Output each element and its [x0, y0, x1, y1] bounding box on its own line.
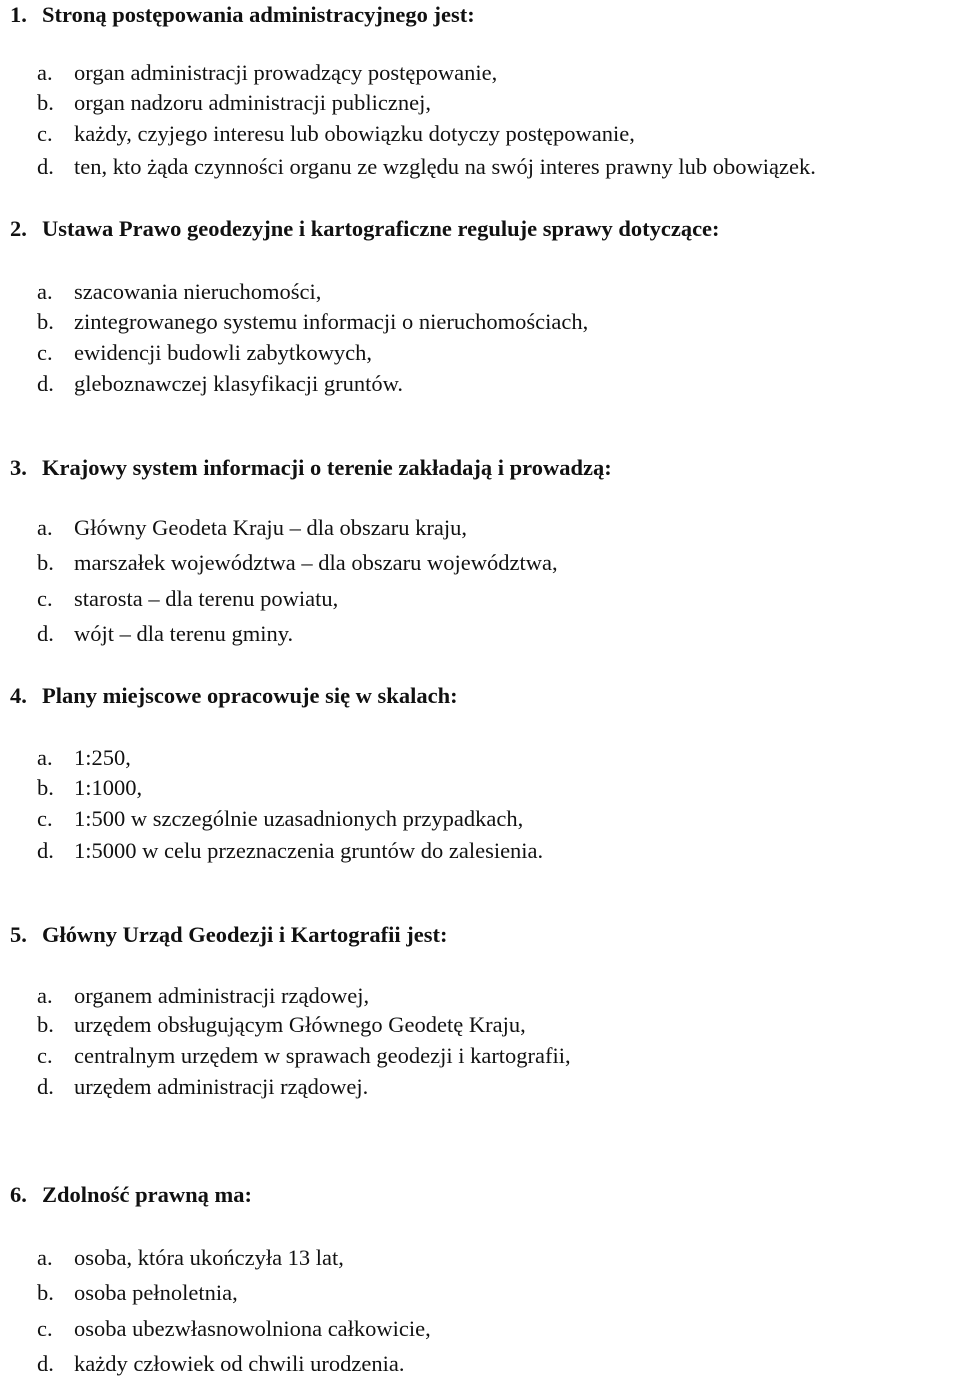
question-4-option-d	[37, 836, 543, 866]
option-letter: c.	[37, 1316, 53, 1341]
option-letter: c.	[37, 340, 53, 365]
option-text: wójt – dla terenu gminy.	[74, 621, 294, 646]
option-letter: c.	[37, 586, 53, 611]
question-text: Główny Urząd Geodezji i Kartografii jest:	[42, 922, 448, 947]
question-6-option-d	[37, 1349, 405, 1379]
option-text: osoba pełnoletnia,	[74, 1280, 238, 1305]
option-text: szacowania nieruchomości,	[74, 279, 322, 304]
option-letter: a.	[37, 60, 53, 85]
question-2-option-a	[37, 277, 321, 307]
question-number: 4.	[10, 683, 27, 708]
question-5-option-c	[37, 1041, 571, 1071]
option-letter: d.	[37, 1074, 54, 1099]
option-text: 1:500 w szczególnie uzasadnionych przypadkach,	[74, 806, 524, 831]
question-3-option-b	[37, 548, 558, 578]
question-3-option-a	[37, 513, 467, 543]
option-letter: c.	[37, 1043, 53, 1068]
question-1-option-a	[37, 58, 497, 88]
question-6-option-c	[37, 1314, 431, 1344]
question-6-option-a	[37, 1243, 344, 1273]
option-text: starosta – dla terenu powiatu,	[74, 586, 339, 611]
question-text: Plany miejscowe opracowuje się w skalach:	[42, 683, 458, 708]
question-number: 5.	[10, 922, 27, 947]
question-number: 1.	[10, 2, 27, 27]
option-letter: a.	[37, 745, 53, 770]
question-text: Stroną postępowania administracyjnego jest:	[42, 2, 475, 27]
option-letter: d.	[37, 838, 54, 863]
question-2-option-d	[37, 369, 403, 399]
option-letter: d.	[37, 154, 54, 179]
question-4-option-a	[37, 743, 131, 773]
option-letter: b.	[37, 775, 54, 800]
option-text: organem administracji rządowej,	[74, 983, 370, 1008]
question-3-heading	[10, 453, 612, 483]
question-5-option-d	[37, 1072, 368, 1102]
question-4-option-b	[37, 773, 142, 803]
option-text: Główny Geodeta Kraju – dla obszaru kraju,	[74, 515, 468, 540]
option-text: 1:1000,	[74, 775, 143, 800]
question-text: Zdolność prawną ma:	[42, 1182, 253, 1207]
option-text: 1:5000 w celu przeznaczenia gruntów do zalesienia.	[74, 838, 544, 863]
option-letter: b.	[37, 90, 54, 115]
question-number: 3.	[10, 455, 27, 480]
question-1-option-d	[37, 152, 816, 182]
option-letter: b.	[37, 1280, 54, 1305]
question-6-option-b	[37, 1278, 238, 1308]
option-text: osoba ubezwłasnowolniona całkowicie,	[74, 1316, 431, 1341]
question-2-heading	[10, 214, 720, 244]
question-number: 6.	[10, 1182, 27, 1207]
question-2-option-c	[37, 338, 372, 368]
question-text: Ustawa Prawo geodezyjne i kartograficzne reguluje sprawy dotyczące:	[42, 216, 720, 241]
option-text: urzędem administracji rządowej.	[74, 1074, 369, 1099]
question-1-option-c	[37, 119, 635, 149]
option-text: urzędem obsługującym Głównego Geodetę Kraju,	[74, 1012, 526, 1037]
option-letter: c.	[37, 806, 53, 831]
option-letter: a.	[37, 279, 53, 304]
option-text: organ nadzoru administracji publicznej,	[74, 90, 431, 115]
question-1-heading	[10, 0, 475, 30]
option-text: gleboznawczej klasyfikacji gruntów.	[74, 371, 404, 396]
option-letter: a.	[37, 983, 53, 1008]
option-letter: b.	[37, 1012, 54, 1037]
question-1-option-b	[37, 88, 431, 118]
question-5-option-a	[37, 981, 369, 1011]
question-3-option-c	[37, 584, 338, 614]
question-number: 2.	[10, 216, 27, 241]
option-text: organ administracji prowadzący postępowanie,	[74, 60, 498, 85]
option-text: każdy człowiek od chwili urodzenia.	[74, 1351, 405, 1376]
option-letter: b.	[37, 550, 54, 575]
option-text: centralnym urzędem w sprawach geodezji i kartografii,	[74, 1043, 571, 1068]
option-letter: b.	[37, 309, 54, 334]
option-text: zintegrowanego systemu informacji o nieruchomościach,	[74, 309, 589, 334]
question-text: Krajowy system informacji o terenie zakładają i prowadzą:	[42, 455, 612, 480]
option-text: osoba, która ukończyła 13 lat,	[74, 1245, 344, 1270]
option-text: każdy, czyjego interesu lub obowiązku dotyczy postępowanie,	[74, 121, 635, 146]
option-text: 1:250,	[74, 745, 131, 770]
option-letter: d.	[37, 1351, 54, 1376]
option-text: ewidencji budowli zabytkowych,	[74, 340, 373, 365]
option-letter: a.	[37, 1245, 53, 1270]
question-4-heading	[10, 681, 458, 711]
option-letter: a.	[37, 515, 53, 540]
option-letter: d.	[37, 371, 54, 396]
option-letter: d.	[37, 621, 54, 646]
option-letter: c.	[37, 121, 53, 146]
question-4-option-c	[37, 804, 523, 834]
option-text: ten, kto żąda czynności organu ze względu na swój interes prawny lub obowiązek.	[74, 154, 816, 179]
option-text: marszałek województwa – dla obszaru województwa,	[74, 550, 558, 575]
question-3-option-d	[37, 619, 293, 649]
question-2-option-b	[37, 307, 588, 337]
question-5-heading	[10, 920, 448, 950]
question-6-heading	[10, 1180, 252, 1210]
question-5-option-b	[37, 1010, 526, 1040]
